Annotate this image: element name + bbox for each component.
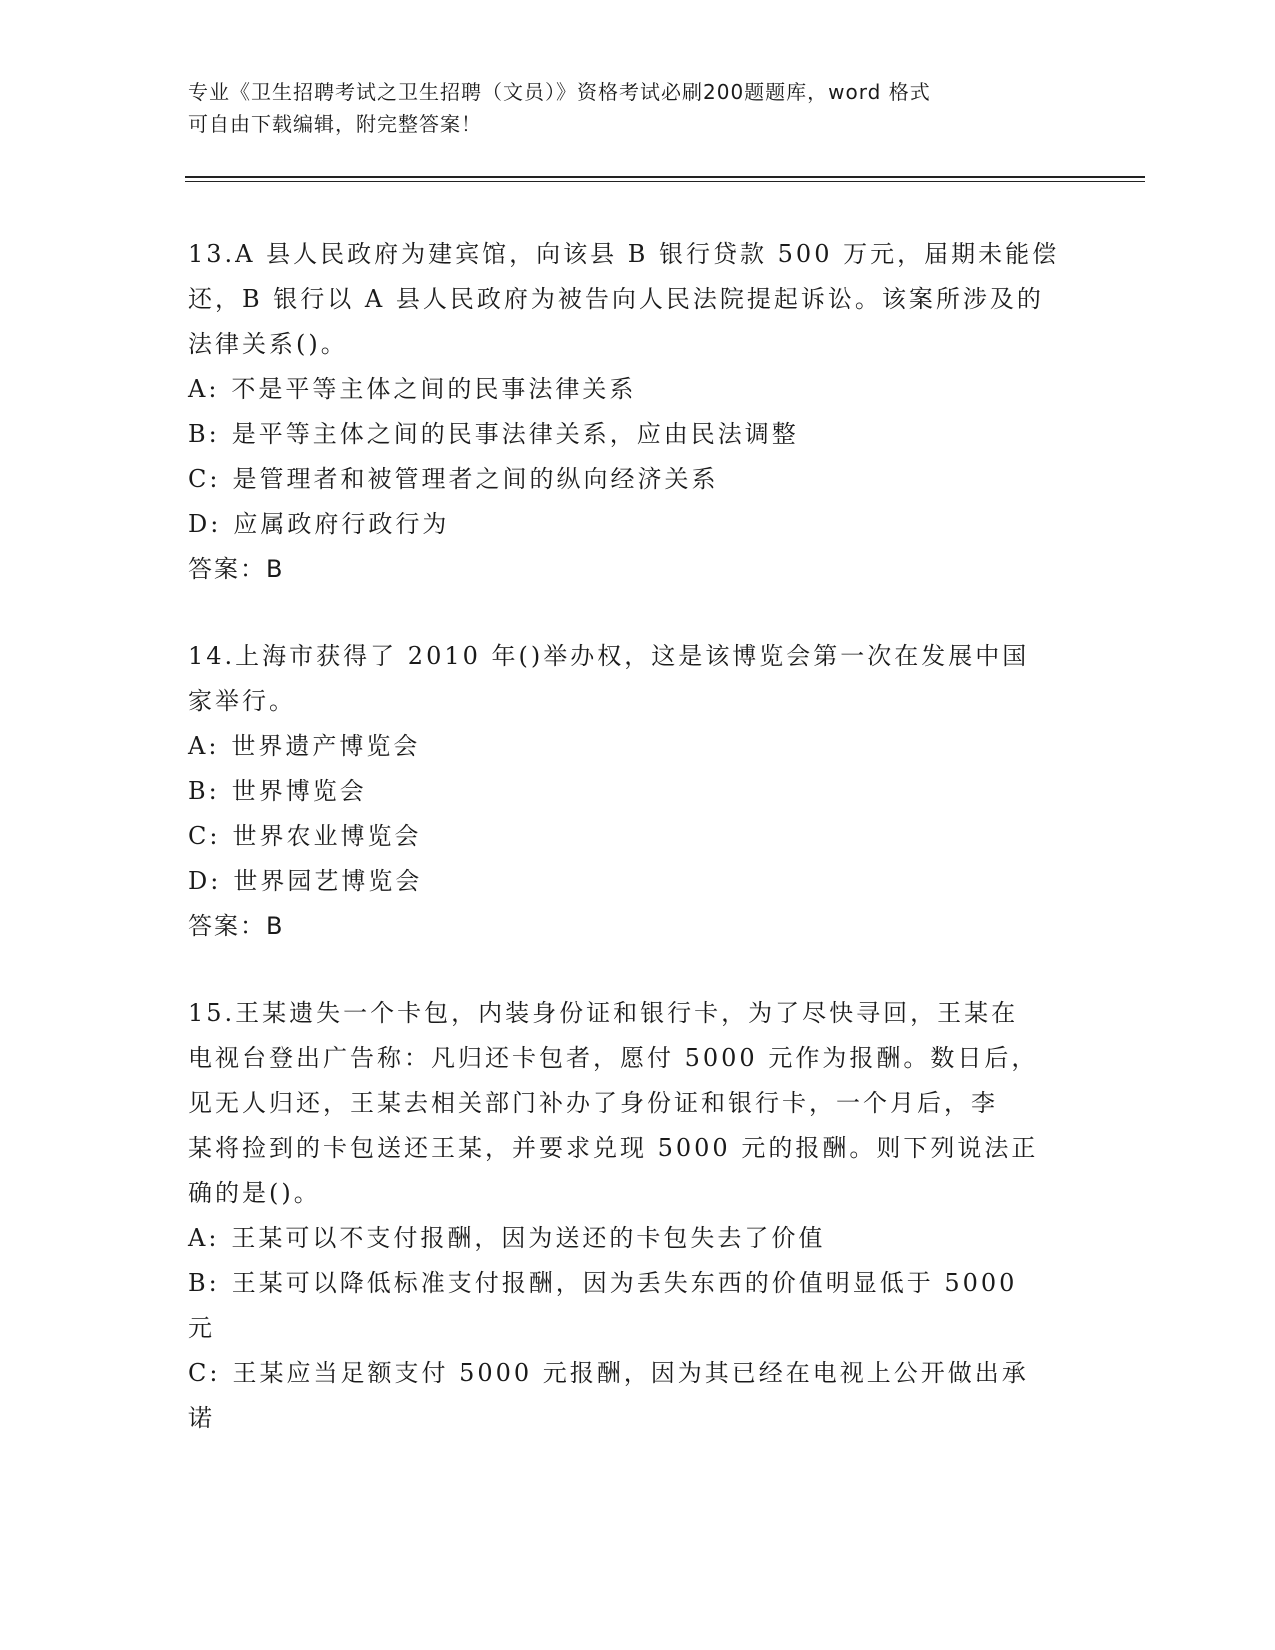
option-text: 不是平等主体之间的民事法律关系 [231,375,637,403]
option-letter: C: [188,822,221,850]
option-c [188,1351,1078,1441]
option-b-line [188,1261,1078,1306]
stem-line: 电视台登出广告称：凡归还卡包者，愿付 5000 元作为报酬。数日后， [188,1044,1039,1072]
option-text: 世界博览会 [231,777,367,805]
stem-line: 确的是()。 [188,1179,321,1207]
stem-line: 15.王某遗失一个卡包，内装身份证和银行卡，为了尽快寻回，王某在 [188,999,1019,1027]
answer-line: 答案：B [188,912,285,940]
option-letter: A: [188,1224,220,1252]
option-a [188,1216,1078,1261]
option-letter: B: [188,1269,220,1297]
option-text: 王某可以降低标准支付报酬，因为丢失东西的价值明显低于 5000 [231,1269,1018,1297]
option-letter: A: [188,375,220,403]
option-b-continuation: 元 [188,1314,215,1342]
option-c-line [188,1351,1078,1396]
stem-line: 见无人归还，王某去相关部门补办了身份证和银行卡，一个月后，李 [188,1089,998,1117]
document-header [188,76,1068,140]
header-intro-line-1: 专业《卫生招聘考试之卫生招聘（文员）》资格考试必刷200题题库，word 格式 [188,80,931,104]
option-letter: C: [188,465,221,493]
option-letter: B: [188,777,220,805]
option-text: 应属政府行政行为 [233,510,450,538]
question-14 [188,634,1078,949]
option-c [188,457,1078,502]
option-text: 世界农业博览会 [232,822,422,850]
stem-line: 13.A 县人民政府为建宾馆，向该县 B 银行贷款 500 万元，届期未能偿 [188,240,1060,268]
answer-line: 答案：B [188,555,285,583]
option-text: 是管理者和被管理者之间的纵向经济关系 [232,465,719,493]
option-b [188,412,1078,457]
option-text: 王某可以不支付报酬，因为送还的卡包失去了价值 [231,1224,826,1252]
option-c [188,814,1078,859]
question-list [188,232,1078,1483]
option-a [188,724,1078,769]
option-b [188,1261,1078,1351]
option-letter: C: [188,1359,221,1387]
option-a-line [188,1216,1078,1261]
option-letter: D: [188,867,222,895]
option-b [188,769,1078,814]
option-text: 是平等主体之间的民事法律关系，应由民法调整 [231,420,799,448]
stem-line: 还，B 银行以 A 县人民政府为被告向人民法院提起诉讼。该案所涉及的 [188,285,1044,313]
option-d [188,859,1078,904]
stem-line: 法律关系()。 [188,330,348,358]
option-text: 世界遗产博览会 [231,732,421,760]
question-13 [188,232,1078,592]
option-d [188,502,1078,547]
stem-line: 家举行。 [188,687,296,715]
stem-line: 某将捡到的卡包送还王某，并要求兑现 5000 元的报酬。则下列说法正 [188,1134,1039,1162]
option-c-continuation: 诺 [188,1404,215,1432]
question-15 [188,991,1078,1441]
question-stem [188,232,1078,367]
question-stem [188,991,1078,1216]
option-letter: A: [188,732,220,760]
option-a [188,367,1078,412]
option-letter: D: [188,510,222,538]
header-divider-thick [185,176,1145,178]
header-intro-line-2: 可自由下载编辑，附完整答案！ [188,112,482,136]
question-stem [188,634,1078,724]
stem-line: 14.上海市获得了 2010 年()举办权，这是该博览会第一次在发展中国 [188,642,1030,670]
option-text: 世界园艺博览会 [233,867,423,895]
option-letter: B: [188,420,220,448]
header-divider-thin [185,181,1145,182]
option-text: 王某应当足额支付 5000 元报酬，因为其已经在电视上公开做出承 [232,1359,1029,1387]
